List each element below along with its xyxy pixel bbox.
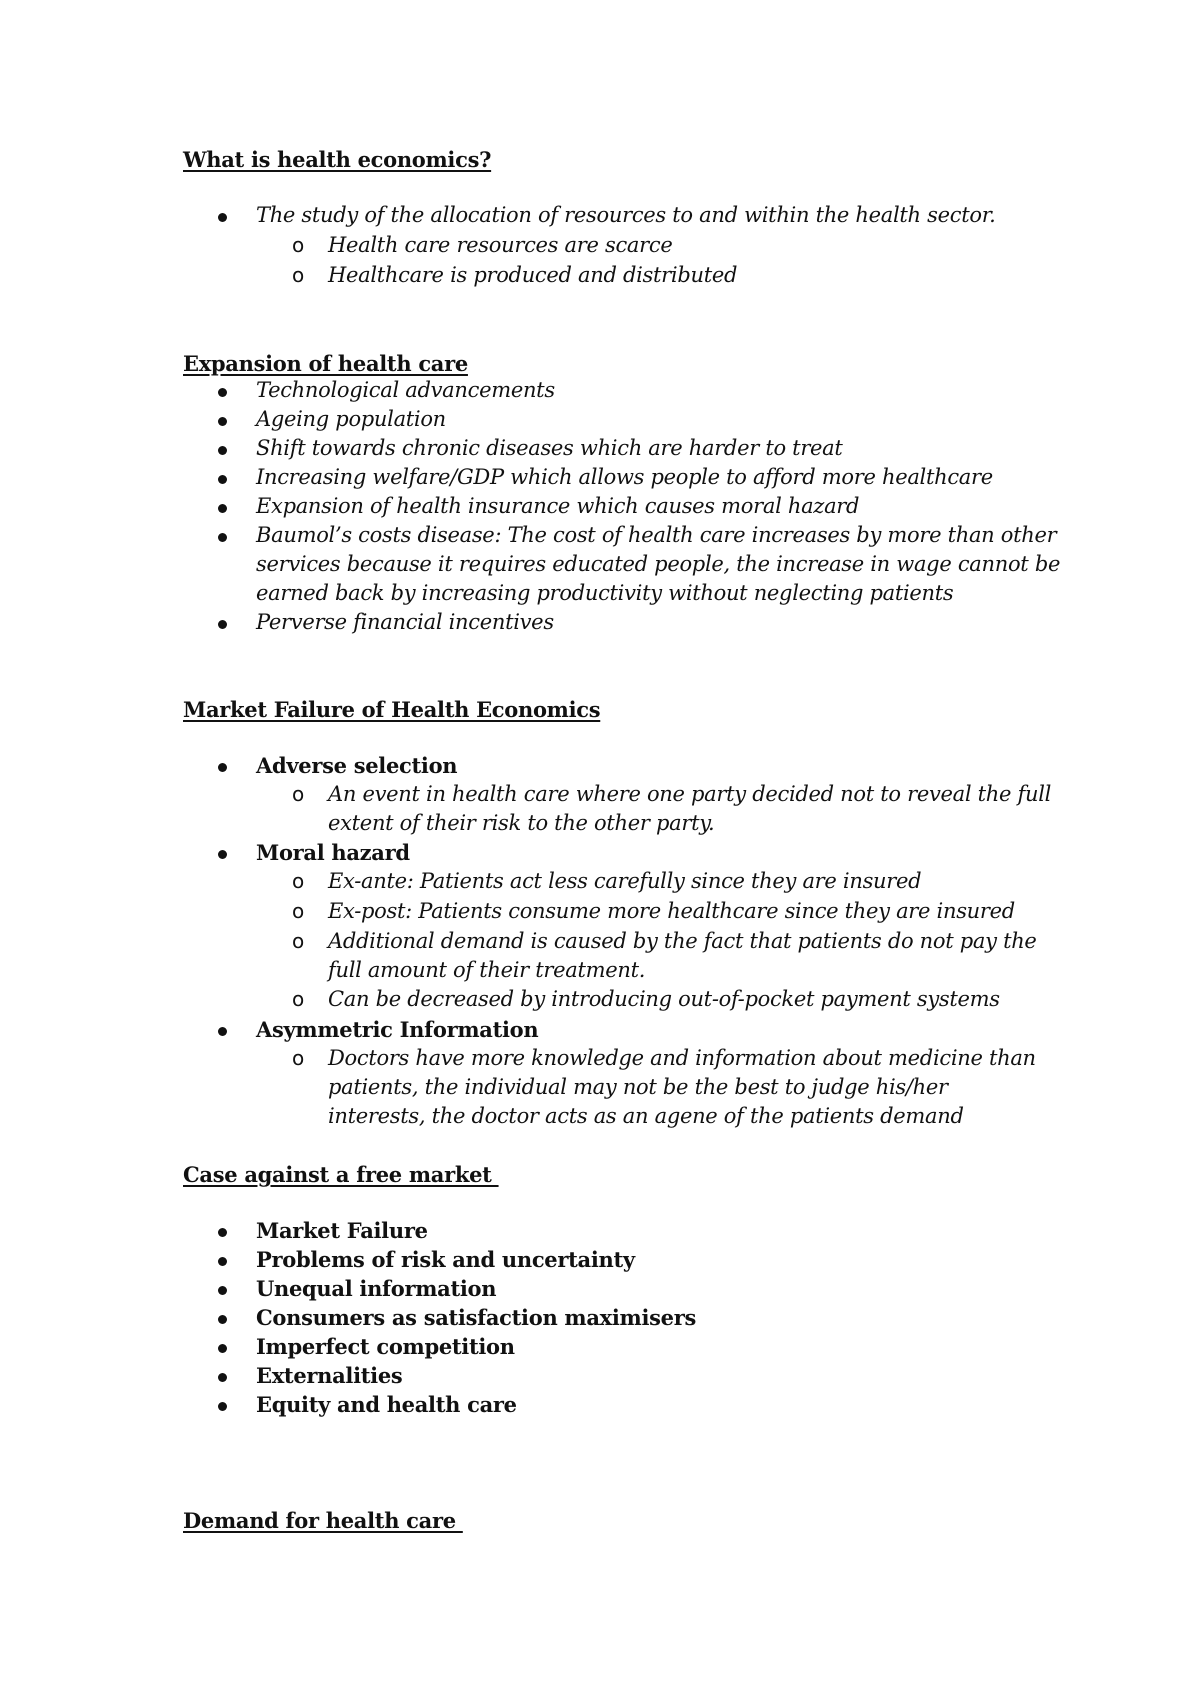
bullet-icon [218, 417, 227, 426]
sub-list-item-continuation: full amount of their treatment. [328, 958, 646, 982]
sub-list-item-continuation: extent of their risk to the other party. [328, 811, 715, 835]
sub-bullet-icon: o [292, 987, 305, 1011]
list-item: Moral hazard [256, 840, 410, 865]
sub-bullet-icon: o [292, 899, 305, 923]
list-item: Market Failure [256, 1218, 428, 1243]
bullet-icon [218, 475, 227, 484]
list-item: Technological advancements [256, 378, 555, 402]
list-item-continuation: services because it requires educated people, the increase in wage cannot be [256, 552, 1061, 576]
sub-bullet-icon: o [292, 929, 305, 953]
sub-list-item: Additional demand is caused by the fact that patients do not pay the [328, 929, 1037, 953]
sub-bullet-icon: o [292, 1046, 305, 1070]
bullet-icon [218, 446, 227, 455]
bullet-icon [218, 1027, 227, 1036]
sub-bullet-icon: o [292, 869, 305, 893]
bullet-icon [218, 388, 227, 397]
list-item: Problems of risk and uncertainty [256, 1247, 635, 1272]
list-item: Imperfect competition [256, 1334, 515, 1359]
bullet-icon [218, 1344, 227, 1353]
sub-list-item-continuation: interests, the doctor acts as an agene of the patients demand [328, 1104, 964, 1128]
sub-list-item: Ex-post: Patients consume more healthcare since they are insured [328, 899, 1015, 923]
bullet-icon [218, 1402, 227, 1411]
bullet-icon [218, 533, 227, 542]
bullet-icon [218, 620, 227, 629]
sub-list-item: Can be decreased by introducing out-of-pocket payment systems [328, 987, 1000, 1011]
bullet-icon [218, 213, 227, 222]
list-item: Adverse selection [256, 753, 458, 778]
sub-list-item: Ex-ante: Patients act less carefully since they are insured [328, 869, 922, 893]
sub-bullet-icon: o [292, 782, 305, 806]
list-item: Asymmetric Information [256, 1017, 539, 1042]
list-item: Baumol’s costs disease: The cost of health care increases by more than other [256, 523, 1057, 547]
bullet-icon [218, 1286, 227, 1295]
list-item: The study of the allocation of resources to and within the health sector. [256, 203, 996, 227]
bullet-icon [218, 763, 227, 772]
sub-list-item-continuation: patients, the individual may not be the best to judge his/her [328, 1075, 948, 1099]
sub-bullet-icon: o [292, 233, 305, 257]
bullet-icon [218, 1315, 227, 1324]
sub-list-item: An event in health care where one party decided not to reveal the full [328, 782, 1052, 806]
list-item: Shift towards chronic diseases which are harder to treat [256, 436, 843, 460]
sub-list-item: Healthcare is produced and distributed [328, 263, 738, 287]
section-heading-what-is-health-economics: What is health economics? [183, 147, 492, 172]
bullet-icon [218, 1257, 227, 1266]
list-item: Ageing population [256, 407, 446, 431]
section-heading-demand-for-health-care: Demand for health care [183, 1508, 463, 1533]
section-heading-market-failure: Market Failure of Health Economics [183, 697, 601, 722]
sub-bullet-icon: o [292, 263, 305, 287]
section-heading-case-against-free-market: Case against a free market [183, 1162, 499, 1187]
sub-list-item: Doctors have more knowledge and information about medicine than [328, 1046, 1036, 1070]
list-item: Externalities [256, 1363, 403, 1388]
list-item: Equity and health care [256, 1392, 517, 1417]
bullet-icon [218, 850, 227, 859]
bullet-icon [218, 1373, 227, 1382]
section-heading-expansion-of-health-care: Expansion of health care [183, 351, 468, 376]
list-item: Increasing welfare/GDP which allows people to afford more healthcare [256, 465, 993, 489]
bullet-icon [218, 1228, 227, 1237]
list-item: Perverse financial incentives [256, 610, 554, 634]
list-item: Unequal information [256, 1276, 497, 1301]
list-item: Consumers as satisfaction maximisers [256, 1305, 697, 1330]
sub-list-item: Health care resources are scarce [328, 233, 673, 257]
list-item: Expansion of health insurance which causes moral hazard [256, 494, 860, 518]
list-item-continuation: earned back by increasing productivity without neglecting patients [256, 581, 954, 605]
bullet-icon [218, 504, 227, 513]
